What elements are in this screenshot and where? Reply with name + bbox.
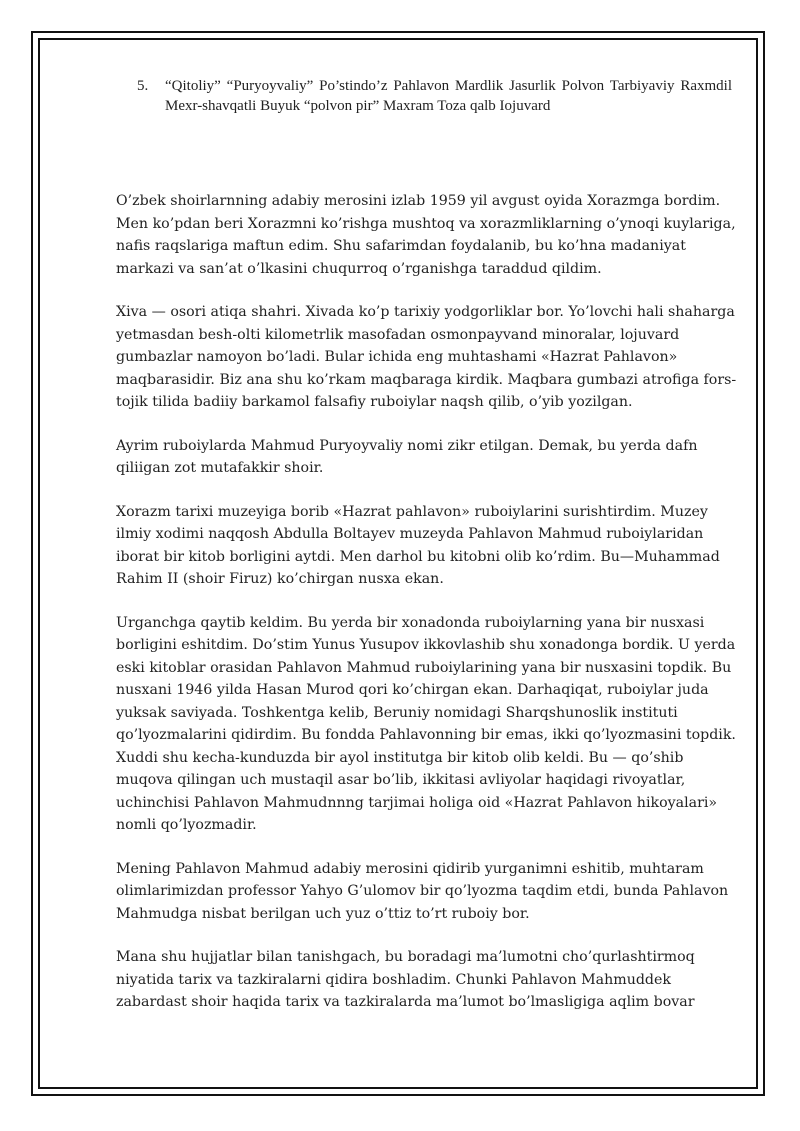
document-body <box>116 190 741 1035</box>
list-item-text: “Qitoliy” “Puryoyvaliy” Po’stindo’z Pahlavon Mardlik Jasurlik Polvon Tarbiyaviy Raxmdil Mexr-shavqatli Buyuk “polvon pir” Maxram Toza qalb Iojuvard <box>165 78 732 114</box>
paragraph: Ayrim ruboiylarda Mahmud Puryoyvaliy nomi zikr etilgan. Demak, bu yerda dafn qiliigan zot mutafakkir shoir. <box>116 437 698 476</box>
numbered-list-item <box>137 76 732 116</box>
paragraph: Xiva — osori atiqa shahri. Xivada ko’p tarixiy yodgorliklar bor. Yo’lovchi hali shaharga yetmasdan besh-olti kilometrlik masofadan osmonpayvand minoralar, lojuvard gumbazlar namoyon bo’ladi. Bular ichida eng muhtashami «Hazrat Pahlavon» maqbarasidir. Biz ana shu ko’rkam maqbaraga kirdik. Maqbara gumbazi atrofiga fors-tojik tilida badiiy barkamol falsafiy ruboiylar naqsh qilib, o’yib yozilgan. <box>116 304 737 410</box>
list-number: 5. <box>137 78 149 94</box>
paragraph: Mana shu hujjatlar bilan tanishgach, bu boradagi ma’lumotni cho’qurlashtirmoq niyatida tarix va tazkiralarni qidira boshladim. Chunki Pahlavon Mahmuddek zabardast shoir haqida tarix va tazkiralarda ma’lumot bo’lmasligiga aqlim bovar <box>116 949 695 1010</box>
paragraph: Mening Pahlavon Mahmud adabiy merosini qidirib yurganimni eshitib, muhtaram olimlarimizdan professor Yahyo G’ulomov bir qo’lyozma taqdim etdi, bunda Pahlavon Mahmudga nisbat berilgan uch yuz o’ttiz to’rt ruboiy bor. <box>116 860 729 922</box>
paragraph: Xorazm tarixi muzeyiga borib «Hazrat pahlavon» ruboiylarini surishtirdim. Muzey ilmiy xodimi naqqosh Abdulla Boltayev muzeyda Pahlavon Mahmud ruboiylaridan iborat bir kitob borligini aytdi. Men darhol bu kitobni olib ko’rdim. Bu—Muhammad Rahim II (shoir Firuz) ko’chirgan nusxa ekan. <box>116 503 720 587</box>
paragraph: O’zbek shoirlarnning adabiy merosini izlab 1959 yil avgust oyida Xorazmga bordim. Men ko’pdan beri Xorazmni ko’rishga mushtoq va xorazmliklarning o’ynoqi kuylariga, nafis raqslariga maftun edim. Shu safarimdan foydalanib, bu ko’hna madaniyat markazi va san’at o’lkasini chuqurroq o’rganishga taraddud qildim. <box>116 193 736 277</box>
paragraph: Urganchga qaytib keldim. Bu yerda bir xonadonda ruboiylarning yana bir nusxasi borligini eshitdim. Do’stim Yunus Yusupov ikkovlashib shu xonadonga bordik. U yerda eski kitoblar orasidan Pahlavon Mahmud ruboiylarining yana bir nusxasini topdik. Bu nusxani 1946 yilda Hasan Murod qori ko’chirgan ekan. Darhaqiqat, ruboiylar juda yuksak saviyada. Toshkentga kelib, Beruniy nomidagi Sharqshunoslik instituti qo’lyozmalarini qidirdim. Bu fondda Pahlavonning bir emas, ikki qo’lyozmasini topdik. Xuddi shu kecha-kunduzda bir ayol institutga bir kitob olib keldi. Bu — qo’shib muqova qilingan uch mustaqil asar bo’lib, ikkitasi avliyolar haqidagi rivoyatlar, uchinchisi Pahlavon Mahmudnnng tarjimai holiga oid «Hazrat Pahlavon hikoyalari» nomli qo’lyozmadir. <box>116 614 736 833</box>
